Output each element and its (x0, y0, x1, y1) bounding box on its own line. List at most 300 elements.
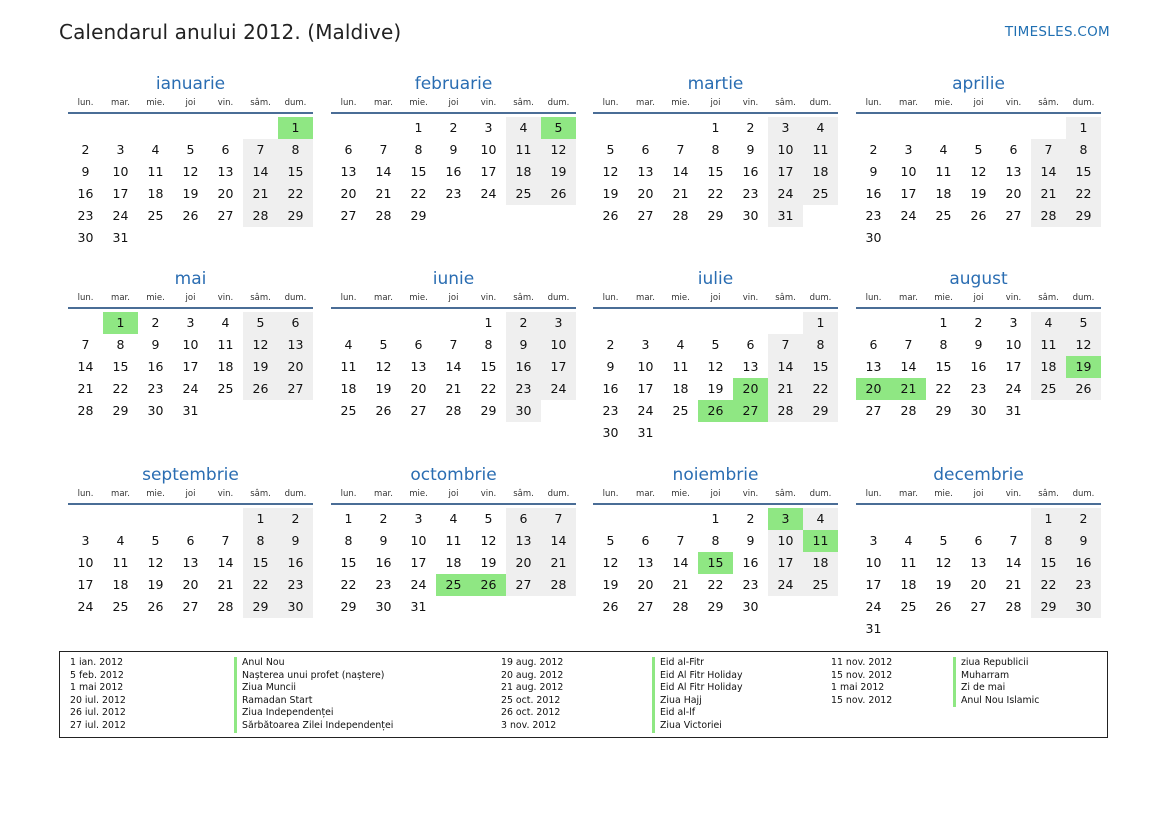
day-cell: 10 (1005, 337, 1022, 352)
holiday-day-cell: 25 (436, 574, 471, 596)
day-cell: 29 (707, 208, 724, 223)
weekday-header (68, 488, 313, 500)
day-cell: 24 (77, 599, 94, 614)
day-cell: 3 (869, 533, 878, 548)
day-cell: 27 (410, 403, 427, 418)
weekday-header (856, 292, 1101, 304)
day-cell: 24 (768, 183, 803, 205)
day-cell: 22 (707, 186, 724, 201)
day-cell: 22 (112, 381, 129, 396)
day-cell: 28 (375, 208, 392, 223)
month-mai (68, 268, 313, 422)
day-cell: 15 (340, 555, 357, 570)
site-link[interactable]: TIMESLES.COM (1004, 24, 1110, 40)
day-cell: 6 (414, 337, 423, 352)
weekday-label: lun. (602, 98, 619, 108)
day-grid (856, 312, 1101, 422)
day-cell: 27 (182, 599, 199, 614)
day-cell: 2 (506, 312, 541, 334)
month-divider (856, 503, 1101, 505)
day-cell: 25 (147, 208, 164, 223)
day-cell: 1 (711, 511, 720, 526)
weekday-label: mie. (934, 98, 953, 108)
day-cell: 31 (112, 230, 129, 245)
empty-cell (593, 312, 628, 334)
day-cell: 9 (974, 337, 983, 352)
weekday-label: sâm. (1038, 293, 1059, 303)
weekday-label: mar. (374, 98, 393, 108)
empty-cell (593, 117, 628, 139)
day-cell: 17 (768, 161, 803, 183)
day-cell: 9 (1066, 530, 1101, 552)
weekday-label: sâm. (775, 293, 796, 303)
month-iunie (331, 268, 576, 422)
month-septembrie (68, 464, 313, 618)
legend-names-col-1 (234, 657, 393, 733)
day-cell: 28 (672, 599, 689, 614)
weekday-label: dum. (547, 293, 570, 303)
weekday-label: vin. (217, 489, 234, 499)
day-cell: 13 (970, 555, 987, 570)
day-cell: 13 (217, 164, 234, 179)
day-cell: 24 (900, 208, 917, 223)
day-cell: 16 (147, 359, 164, 374)
day-cell: 15 (1031, 552, 1066, 574)
day-cell: 18 (935, 186, 952, 201)
day-cell: 7 (768, 334, 803, 356)
empty-cell (68, 117, 103, 139)
day-cell: 6 (506, 508, 541, 530)
day-cell: 8 (116, 337, 125, 352)
day-cell: 28 (768, 400, 803, 422)
day-cell: 5 (606, 533, 615, 548)
day-cell: 18 (672, 381, 689, 396)
weekday-label: dum. (809, 98, 832, 108)
legend-holiday-name: Anul Nou (234, 657, 393, 670)
weekday-label: mar. (899, 98, 918, 108)
weekday-label: dum. (547, 489, 570, 499)
month-name: mai (174, 269, 207, 289)
weekday-label: mar. (111, 293, 130, 303)
day-cell: 5 (939, 533, 948, 548)
day-cell: 3 (641, 337, 650, 352)
day-cell: 30 (278, 596, 313, 618)
empty-cell (331, 312, 366, 334)
day-cell: 8 (939, 337, 948, 352)
day-cell: 8 (711, 533, 720, 548)
day-cell: 9 (151, 337, 160, 352)
day-cell: 27 (1005, 208, 1022, 223)
legend-date: 20 aug. 2012 (501, 669, 564, 681)
legend-date: 15 nov. 2012 (831, 694, 893, 706)
day-cell: 17 (541, 356, 576, 378)
day-cell: 6 (641, 142, 650, 157)
day-cell: 11 (147, 164, 164, 179)
day-cell: 16 (278, 552, 313, 574)
weekday-label: mar. (636, 489, 655, 499)
legend-holiday-name: Anul Nou Islamic (953, 695, 1039, 708)
day-cell: 28 (541, 574, 576, 596)
day-cell: 21 (375, 186, 392, 201)
weekday-label: mie. (934, 293, 953, 303)
day-cell: 20 (637, 577, 654, 592)
weekday-label: joi (448, 98, 459, 108)
day-cell: 10 (77, 555, 94, 570)
legend-holiday-name: Eid al-lf (652, 707, 743, 720)
day-cell: 24 (541, 378, 576, 400)
day-cell: 13 (1005, 164, 1022, 179)
day-cell: 18 (112, 577, 129, 592)
day-cell: 6 (746, 337, 755, 352)
month-divider (856, 112, 1101, 114)
day-cell: 8 (1031, 530, 1066, 552)
day-cell: 14 (217, 555, 234, 570)
weekday-label: lun. (77, 293, 94, 303)
day-cell: 23 (865, 208, 882, 223)
day-cell: 16 (742, 164, 759, 179)
empty-cell (173, 508, 208, 530)
day-cell: 7 (676, 142, 685, 157)
day-cell: 13 (637, 555, 654, 570)
weekday-header (856, 488, 1101, 500)
day-cell: 26 (935, 599, 952, 614)
day-cell: 18 (1031, 356, 1066, 378)
day-cell: 5 (711, 337, 720, 352)
day-cell: 20 (182, 577, 199, 592)
day-cell: 15 (243, 552, 278, 574)
empty-cell (1031, 117, 1066, 139)
day-cell: 14 (1031, 161, 1066, 183)
holiday-legend (59, 651, 1108, 738)
day-cell: 3 (81, 533, 90, 548)
empty-cell (208, 117, 243, 139)
legend-date: 11 nov. 2012 (831, 657, 893, 668)
day-cell: 25 (900, 599, 917, 614)
empty-cell (436, 312, 471, 334)
weekday-label: mie. (146, 293, 165, 303)
empty-cell (698, 312, 733, 334)
day-cell: 2 (869, 142, 878, 157)
day-cell: 29 (803, 400, 838, 422)
day-cell: 1 (484, 315, 493, 330)
month-name: februarie (414, 74, 493, 94)
legend-dates-col-1 (70, 657, 126, 733)
day-cell: 31 (1005, 403, 1022, 418)
weekday-label: mar. (111, 98, 130, 108)
day-cell: 14 (672, 164, 689, 179)
day-cell: 29 (278, 205, 313, 227)
day-cell: 13 (278, 334, 313, 356)
day-cell: 7 (221, 533, 230, 548)
day-cell: 20 (217, 186, 234, 201)
day-cell: 17 (637, 381, 654, 396)
legend-holiday-name: Eid Al Fitr Holiday (652, 670, 743, 683)
month-divider (68, 112, 313, 114)
weekday-label: sâm. (513, 98, 534, 108)
weekday-label: mar. (636, 98, 655, 108)
day-cell: 18 (900, 577, 917, 592)
weekday-label: joi (185, 489, 196, 499)
day-cell: 2 (1066, 508, 1101, 530)
day-cell: 21 (1005, 577, 1022, 592)
legend-holiday-name: Ziua Hajj (652, 695, 743, 708)
empty-cell (891, 117, 926, 139)
day-cell: 19 (602, 186, 619, 201)
day-cell: 23 (970, 381, 987, 396)
day-cell: 25 (217, 381, 234, 396)
day-cell: 14 (768, 356, 803, 378)
day-cell: 9 (81, 164, 90, 179)
weekday-label: lun. (340, 489, 357, 499)
day-cell: 4 (344, 337, 353, 352)
day-cell: 10 (182, 337, 199, 352)
holiday-day-cell: 3 (768, 508, 803, 530)
empty-cell (366, 117, 401, 139)
weekday-label: vin. (742, 98, 759, 108)
month-februarie (331, 73, 576, 227)
day-cell: 6 (1009, 142, 1018, 157)
day-cell: 4 (449, 511, 458, 526)
month-name: noiembrie (672, 465, 759, 485)
weekday-label: mie. (146, 489, 165, 499)
day-cell: 12 (541, 139, 576, 161)
day-cell: 16 (970, 359, 987, 374)
day-cell: 10 (480, 142, 497, 157)
weekday-label: joi (448, 293, 459, 303)
empty-cell (138, 117, 173, 139)
day-cell: 5 (484, 511, 493, 526)
weekday-label: sâm. (513, 489, 534, 499)
day-cell: 9 (869, 164, 878, 179)
day-cell: 29 (1031, 596, 1066, 618)
weekday-label: dum. (547, 98, 570, 108)
day-cell: 30 (375, 599, 392, 614)
weekday-label: mie. (671, 489, 690, 499)
day-cell: 4 (221, 315, 230, 330)
day-cell: 12 (1066, 334, 1101, 356)
weekday-label: joi (185, 293, 196, 303)
day-cell: 2 (278, 508, 313, 530)
legend-date: 21 aug. 2012 (501, 682, 564, 694)
day-cell: 3 (116, 142, 125, 157)
day-cell: 7 (449, 337, 458, 352)
day-cell: 21 (672, 186, 689, 201)
weekday-label: lun. (340, 98, 357, 108)
day-cell: 15 (112, 359, 129, 374)
day-cell: 19 (707, 381, 724, 396)
empty-cell (961, 117, 996, 139)
day-cell: 22 (935, 381, 952, 396)
day-cell: 19 (541, 161, 576, 183)
day-cell: 19 (243, 356, 278, 378)
weekday-label: mie. (146, 98, 165, 108)
day-cell: 3 (186, 315, 195, 330)
day-cell: 6 (278, 312, 313, 334)
weekday-label: mie. (671, 293, 690, 303)
weekday-header (593, 488, 838, 500)
day-cell: 1 (939, 315, 948, 330)
legend-date: 3 nov. 2012 (501, 719, 557, 731)
month-divider (593, 112, 838, 114)
legend-date: 19 aug. 2012 (501, 657, 564, 668)
empty-cell (208, 508, 243, 530)
legend-holiday-name: Muharram (953, 670, 1039, 683)
day-cell: 11 (340, 359, 357, 374)
day-cell: 12 (707, 359, 724, 374)
day-cell: 13 (340, 164, 357, 179)
weekday-label: dum. (284, 489, 307, 499)
day-cell: 11 (935, 164, 952, 179)
day-cell: 24 (182, 381, 199, 396)
weekday-label: joi (185, 98, 196, 108)
weekday-label: sâm. (1038, 489, 1059, 499)
day-cell: 27 (637, 599, 654, 614)
day-cell: 21 (445, 381, 462, 396)
legend-dates-col-2 (501, 657, 563, 733)
day-cell: 10 (637, 359, 654, 374)
weekday-label: mar. (111, 489, 130, 499)
day-cell: 28 (1005, 599, 1022, 614)
day-cell: 19 (147, 577, 164, 592)
empty-cell (856, 312, 891, 334)
day-cell: 29 (243, 596, 278, 618)
weekday-label: dum. (284, 293, 307, 303)
empty-cell (663, 312, 698, 334)
day-cell: 11 (803, 139, 838, 161)
month-aprilie (856, 73, 1101, 249)
day-cell: 23 (375, 577, 392, 592)
weekday-label: mar. (374, 293, 393, 303)
legend-holiday-name: Eid al-Fitr (652, 657, 743, 670)
day-cell: 27 (340, 208, 357, 223)
weekday-label: joi (973, 293, 984, 303)
weekday-header (856, 97, 1101, 109)
weekday-label: mie. (409, 489, 428, 499)
day-cell: 2 (974, 315, 983, 330)
holiday-day-cell: 21 (891, 378, 926, 400)
empty-cell (961, 508, 996, 530)
weekday-label: sâm. (1038, 98, 1059, 108)
empty-cell (593, 508, 628, 530)
weekday-label: dum. (284, 98, 307, 108)
day-cell: 4 (151, 142, 160, 157)
empty-cell (996, 508, 1031, 530)
day-cell: 2 (746, 511, 755, 526)
legend-holiday-name: Eid Al Fitr Holiday (652, 682, 743, 695)
day-cell: 21 (1031, 183, 1066, 205)
day-cell: 24 (480, 186, 497, 201)
weekday-label: lun. (602, 293, 619, 303)
month-name: decembrie (933, 465, 1024, 485)
month-divider (331, 503, 576, 505)
day-cell: 25 (672, 403, 689, 418)
holiday-day-cell: 11 (803, 530, 838, 552)
day-cell: 25 (1031, 378, 1066, 400)
day-cell: 28 (672, 208, 689, 223)
day-cell: 7 (379, 142, 388, 157)
day-cell: 17 (865, 577, 882, 592)
day-cell: 8 (278, 139, 313, 161)
day-cell: 16 (602, 381, 619, 396)
empty-cell (366, 312, 401, 334)
day-cell: 10 (112, 164, 129, 179)
legend-date: 26 iul. 2012 (70, 707, 126, 719)
day-cell: 3 (768, 117, 803, 139)
month-divider (331, 112, 576, 114)
legend-date: 27 iul. 2012 (70, 719, 126, 731)
day-cell: 23 (742, 577, 759, 592)
day-grid (331, 117, 576, 227)
day-cell: 7 (904, 337, 913, 352)
day-cell: 1 (243, 508, 278, 530)
weekday-header (68, 97, 313, 109)
day-cell: 8 (484, 337, 493, 352)
day-cell: 12 (182, 164, 199, 179)
day-cell: 13 (410, 359, 427, 374)
day-cell: 29 (480, 403, 497, 418)
day-cell: 5 (379, 337, 388, 352)
weekday-label: mar. (374, 489, 393, 499)
weekday-label: sâm. (775, 98, 796, 108)
day-cell: 17 (900, 186, 917, 201)
day-cell: 20 (1005, 186, 1022, 201)
day-cell: 8 (344, 533, 353, 548)
day-grid (68, 117, 313, 249)
weekday-header (331, 97, 576, 109)
day-cell: 28 (445, 403, 462, 418)
holiday-day-cell: 20 (733, 378, 768, 400)
day-cell: 30 (147, 403, 164, 418)
holiday-day-cell: 26 (471, 574, 506, 596)
day-cell: 28 (217, 599, 234, 614)
weekday-label: sâm. (250, 293, 271, 303)
legend-holiday-name: ziua Republicii (953, 657, 1039, 670)
holiday-day-cell: 1 (103, 312, 138, 334)
day-cell: 5 (606, 142, 615, 157)
day-cell: 24 (410, 577, 427, 592)
day-cell: 28 (1031, 205, 1066, 227)
day-cell: 20 (410, 381, 427, 396)
day-cell: 23 (445, 186, 462, 201)
day-cell: 30 (602, 425, 619, 440)
day-cell: 17 (1005, 359, 1022, 374)
day-cell: 31 (768, 205, 803, 227)
day-cell: 29 (935, 403, 952, 418)
day-cell: 4 (803, 508, 838, 530)
day-cell: 29 (410, 208, 427, 223)
month-name: iunie (432, 269, 475, 289)
weekday-label: mie. (934, 489, 953, 499)
day-cell: 16 (375, 555, 392, 570)
day-cell: 21 (768, 378, 803, 400)
day-cell: 22 (480, 381, 497, 396)
day-cell: 21 (217, 577, 234, 592)
weekday-label: mie. (409, 98, 428, 108)
day-cell: 15 (935, 359, 952, 374)
day-cell: 18 (340, 381, 357, 396)
day-cell: 25 (112, 599, 129, 614)
day-cell: 9 (379, 533, 388, 548)
day-cell: 10 (900, 164, 917, 179)
day-cell: 12 (243, 334, 278, 356)
day-cell: 1 (414, 120, 423, 135)
empty-cell (68, 312, 103, 334)
empty-cell (663, 508, 698, 530)
holiday-day-cell: 1 (278, 117, 313, 139)
day-cell: 28 (77, 403, 94, 418)
holiday-day-cell: 26 (698, 400, 733, 422)
day-cell: 10 (541, 334, 576, 356)
